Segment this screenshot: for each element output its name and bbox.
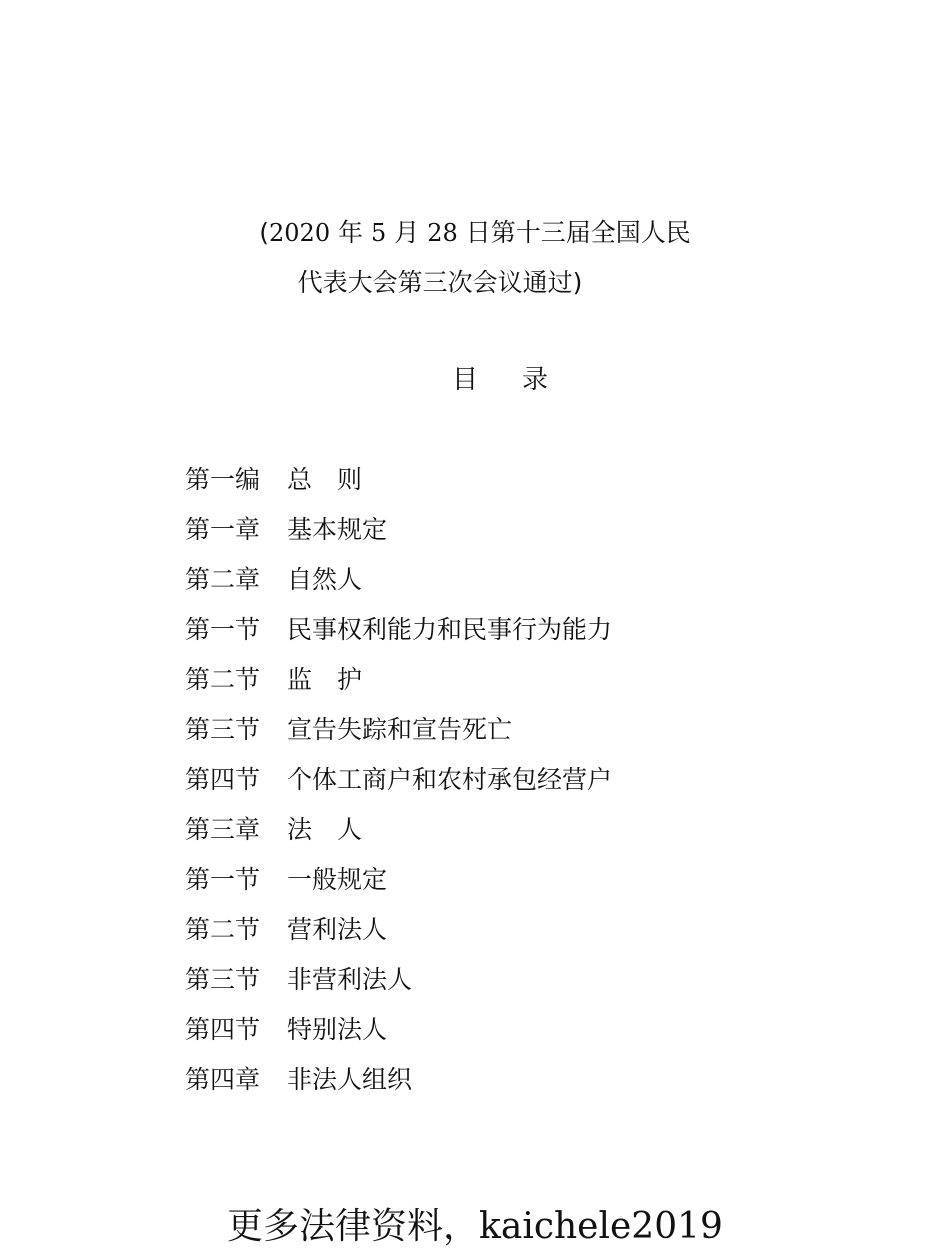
- toc-title: [0, 360, 950, 400]
- toc-item: [185, 655, 612, 705]
- toc-item: [185, 555, 612, 605]
- toc-item: [185, 1005, 612, 1055]
- toc-item: [185, 705, 612, 755]
- toc-item-text: 法 人: [287, 815, 363, 844]
- adoption-year: 2020: [269, 219, 331, 247]
- toc-item-text: 民事权利能力和民事行为能力: [287, 615, 613, 644]
- toc-item: [185, 855, 612, 905]
- toc-item-label: 第二节: [185, 665, 261, 694]
- toc-item: [185, 1055, 612, 1105]
- toc-item: [185, 905, 612, 955]
- toc-item: [185, 805, 612, 855]
- toc-item-text: 宣告失踪和宣告死亡: [287, 715, 513, 744]
- toc-item-label: 第二节: [185, 915, 261, 944]
- toc-title-char-1: 目: [451, 365, 478, 395]
- toc-item-label: 第一编: [185, 465, 261, 494]
- toc-item: [185, 455, 612, 505]
- adoption-month: 5: [371, 219, 387, 247]
- toc-item: [185, 505, 612, 555]
- toc-item-text: 一般规定: [287, 865, 388, 894]
- toc-item-label: 第四节: [185, 1015, 261, 1044]
- toc-item-text: 营利法人: [287, 915, 388, 944]
- footer-watermark-text: 更多法律资料，kaichele2019: [227, 1206, 723, 1247]
- toc-item-text: 个体工商户和农村承包经营户: [287, 765, 613, 794]
- open-paren: (: [259, 218, 270, 247]
- toc-item: [185, 755, 612, 805]
- toc-item-label: 第一节: [185, 615, 261, 644]
- month-unit: 月: [394, 218, 420, 247]
- adoption-day: 28: [427, 219, 458, 247]
- toc-item-text: 基本规定: [287, 515, 388, 544]
- toc-item-text: 非法人组织: [287, 1065, 413, 1094]
- toc-item-text: 监 护: [287, 665, 363, 694]
- toc-item-text: 非营利法人: [287, 965, 413, 994]
- toc-item-label: 第一节: [185, 865, 261, 894]
- adoption-note: [0, 208, 950, 308]
- adoption-line-1: [0, 208, 950, 258]
- toc-item: [185, 605, 612, 655]
- toc-item-text: 自然人: [287, 565, 363, 594]
- toc-item-label: 第三章: [185, 815, 261, 844]
- toc-item-label: 第二章: [185, 565, 261, 594]
- toc-item-label: 第三节: [185, 965, 261, 994]
- toc-item: [185, 955, 612, 1005]
- toc-item-label: 第一章: [185, 515, 261, 544]
- year-unit: 年: [338, 218, 364, 247]
- adoption-rest: 日第十三届全国人民: [465, 218, 691, 247]
- toc-item-text: 总 则: [287, 465, 363, 494]
- toc-item-text: 特别法人: [287, 1015, 388, 1044]
- toc-item-label: 第四章: [185, 1065, 261, 1094]
- toc-item-label: 第三节: [185, 715, 261, 744]
- toc-item-label: 第四节: [185, 765, 261, 794]
- toc-list: [185, 455, 612, 1105]
- adoption-line-2: 代表大会第三次会议通过): [297, 268, 583, 297]
- toc-title-char-2: 录: [522, 365, 549, 395]
